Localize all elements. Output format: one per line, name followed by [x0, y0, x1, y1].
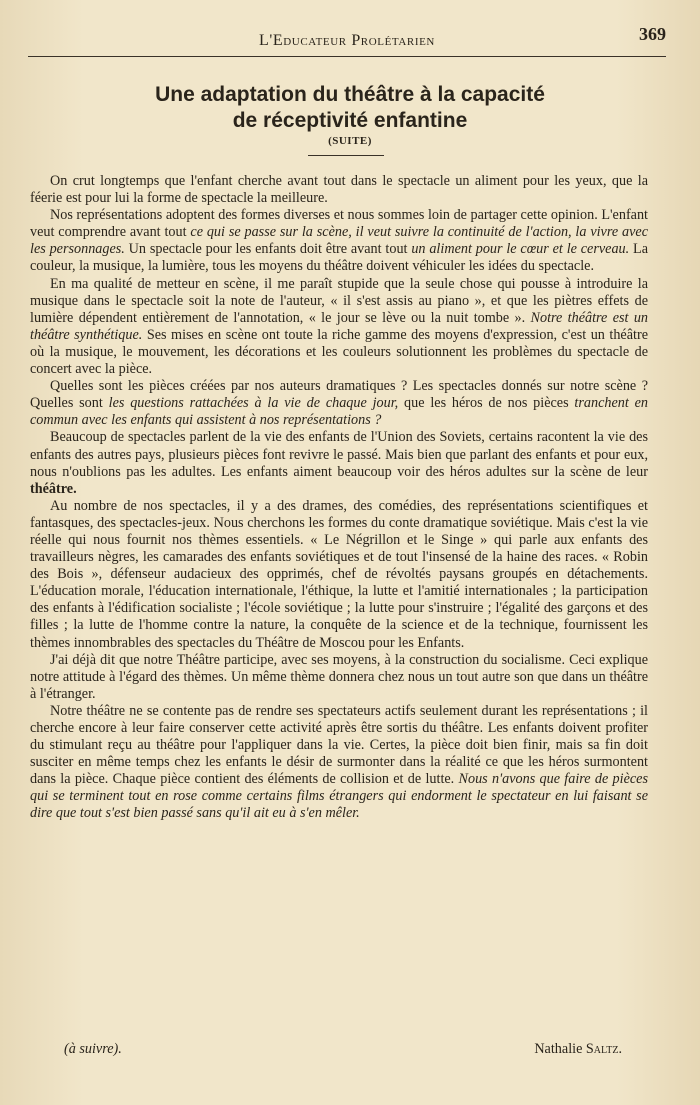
paragraph-text: que les héros de nos pièces	[398, 395, 575, 412]
author-last-name: Saltz.	[585, 1041, 622, 1057]
italic-text: un aliment pour le cœur et le cerveau.	[411, 241, 630, 258]
page-header	[28, 22, 666, 57]
article-title-line-2: de réceptivité enfantine	[232, 109, 468, 132]
paragraph-text: La couleur, la musique, la lumière, tous les moyens du théâtre doivent véhiculer les idées du spectacle.	[30, 241, 648, 275]
author-signature	[534, 1041, 622, 1058]
paragraph-text: J'ai déjà dit que notre Théâtre participe, avec ses moyens, à la construction du socialisme. Ceci explique notre attitude à l'égard des thèmes. Un même thème donnera chez nous un tout autre son que dans un théâtre à l'étranger.	[30, 651, 648, 702]
article-title	[40, 82, 660, 134]
italic-text: les questions rattachées à la vie de chaque jour,	[108, 395, 399, 412]
italic-text: tranchent en commun avec les enfants qui assistent à nos représentations ?	[30, 395, 648, 429]
to-be-continued: (à suivre).	[64, 1041, 122, 1057]
paragraph	[30, 173, 648, 207]
article-subtitle: (SUITE)	[328, 135, 372, 147]
italic-text: ce qui se passe sur la scène, il veut suivre la continuité de l'action, la vivre avec les personnages.	[30, 224, 648, 258]
paragraph	[30, 276, 648, 379]
paragraph	[30, 207, 648, 275]
paragraph-text: Nos représentations adoptent des formes diverses et nous sommes loin de partager cette opinion. L'enfant veut comprendre avant tout	[30, 207, 648, 241]
article-title-line-1: Une adaptation du théâtre à la capacité	[155, 83, 545, 106]
paragraph	[30, 703, 648, 823]
page-number: 369	[639, 24, 666, 44]
paragraph-text: Ses mises en scène ont toute la riche gamme des moyens d'expression, c'est un théâtre où la musique, le mouvement, les décorations et les couleurs solutionnent les problèmes du spectacle de concert avec la pièce.	[30, 326, 648, 378]
paragraph	[30, 378, 648, 429]
title-divider	[308, 155, 384, 156]
journal-title: L'Educateur Prolétarien	[259, 32, 435, 49]
paragraph-text: Quelles sont les pièces créées par nos auteurs dramatiques ? Les spectacles donnés sur notre scène ? Quelles sont	[30, 378, 648, 412]
paragraph-text: Au nombre de nos spectacles, il y a des drames, des comédies, des représentations scientifiques et fantasques, des spectacles-jeux. Nous cherchons les formes du conte dramatique soviétique. Mais c'est la vie réelle qui nous fournit nos thèmes essentiels. « Le Négrillon et le Singe » qui parle aux enfants des travailleurs nègres, les camarades des enfants soviétiques et de tout l'insensé de la haine des races. « Robin des Bois », défenseur audacieux des opprimés, chef de révoltés paysans groupés en détachements. L'éducation morale, l'éducation internationale, l'éthique, la lutte et l'amitié internationales ; la participation des enfants à l'édification socialiste ; l'école soviétique ; la lutte pour s'instruire ; l'égalité des garçons et des filles ; la lutte de l'homme contre la nature, la conquête de la science et de la technique, fournissent les thèmes innombrables des spectacles du Théâtre de Moscou pour les Enfants.	[30, 497, 648, 651]
article-body	[30, 173, 648, 823]
paragraph-text: En ma qualité de metteur en scène, il me paraît stupide que la seule chose qui pousse à introduire la musique dans le spectacle soit la note de l'auteur, « il s'est assis au piano », et que les piètres effets de lumière dépendent entièrement de l'annotation, « le jour se lève ou la nuit tombe ».	[30, 275, 648, 326]
paragraph	[30, 429, 648, 497]
paragraph-text: On crut longtemps que l'enfant cherche avant tout dans le spectacle un aliment pour les yeux, que la féerie est pour lui la forme de spectacle la meilleure.	[30, 173, 648, 207]
paragraph-text: Beaucoup de spectacles parlent de la vie des enfants de l'Union des Soviets, certains racontent la vie des enfants des autres pays, plusieurs pièces font revivre le passé. Mais bien que parlant des enfants et pour eux, nous n'oublions pas les adultes. Les enfants aiment beaucoup voir des héros adultes sur la scène de leur	[30, 429, 648, 480]
article-footer	[64, 1041, 622, 1058]
author-first-name: Nathalie	[534, 1041, 586, 1057]
italic-text: Nous n'avons que faire de pièces qui se terminent tout en rose comme certains films étrangers qui endorment le spectateur en lui faisant se dire que tout s'est bien passé sans qu'il ait eu à s'en mêler.	[30, 771, 649, 822]
italic-text: Notre théâtre est un théâtre synthétique.	[30, 309, 649, 343]
paragraph-text: Notre théâtre ne se contente pas de rendre ses spectateurs actifs seulement durant les représentations ; il cherche encore à leur faire conserver cette activité après être sortis du théâtre. Les enfants doivent profiter du stimulant reçu au théâtre pour l'appliquer dans la vie. Certes, la pièce doit bien finir, mais sa fin doit susciter en même temps chez les enfants le désir de surmonter dans la réalité ce que les héros surmontent dans la pièce. Chaque pièce contient des éléments de collision et de lutte.	[30, 702, 648, 788]
paragraph	[30, 652, 648, 703]
bold-text: théâtre.	[30, 480, 77, 497]
paragraph-text: Un spectacle pour les enfants doit être avant tout	[124, 241, 412, 258]
paragraph	[30, 498, 648, 652]
